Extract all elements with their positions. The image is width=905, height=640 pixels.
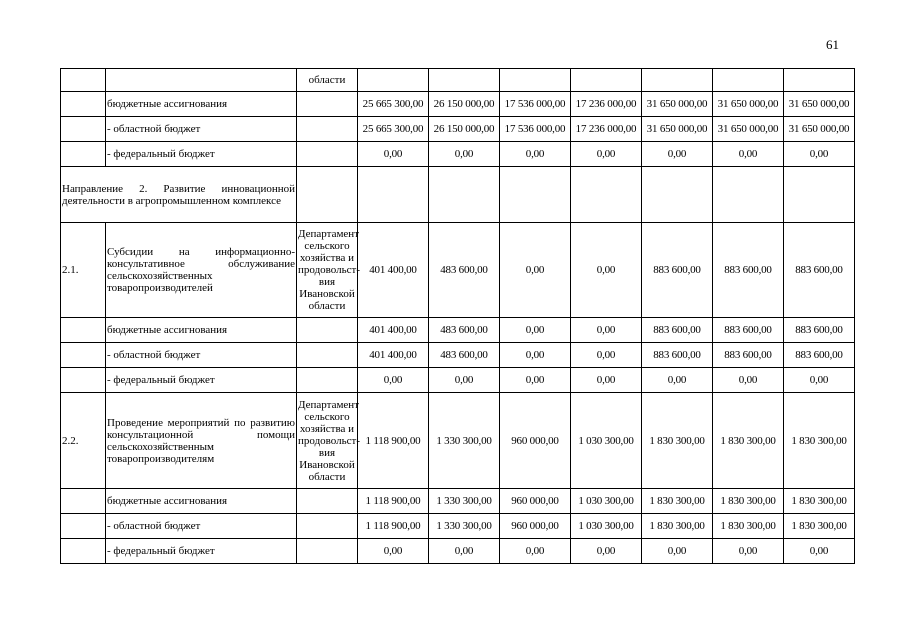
value-cell: 1 118 900,00 <box>358 514 429 539</box>
value-cell: 883 600,00 <box>642 223 713 318</box>
value-cell: 401 400,00 <box>358 318 429 343</box>
value-cell: 25 665 300,00 <box>358 92 429 117</box>
value-cell: 31 650 000,00 <box>713 117 784 142</box>
value-cell: 0,00 <box>500 539 571 564</box>
page-number: 61 <box>826 37 839 52</box>
row-label: бюджетные ассигнования <box>106 92 297 117</box>
item-code: 2.2. <box>61 393 106 489</box>
value-cell: 17 536 000,00 <box>500 92 571 117</box>
item-description: Субсидии на информационно-консультативное обслуживание сельскохозяйственных товаропроизводителей <box>106 223 297 318</box>
item-code: 2.1. <box>61 223 106 318</box>
value-cell: 883 600,00 <box>713 343 784 368</box>
value-cell: 401 400,00 <box>358 223 429 318</box>
table-row <box>61 393 855 489</box>
table-row <box>61 142 855 167</box>
table-row <box>61 539 855 564</box>
value-cell: 31 650 000,00 <box>784 92 855 117</box>
value-cell: 31 650 000,00 <box>642 92 713 117</box>
value-cell: 960 000,00 <box>500 489 571 514</box>
table-row <box>61 318 855 343</box>
value-cell: 1 830 300,00 <box>642 514 713 539</box>
value-cell: 0,00 <box>500 142 571 167</box>
table-row <box>61 167 855 223</box>
value-cell: 883 600,00 <box>642 318 713 343</box>
table-row <box>61 117 855 142</box>
value-cell: 401 400,00 <box>358 343 429 368</box>
value-cell: 0,00 <box>713 142 784 167</box>
value-cell: 0,00 <box>358 539 429 564</box>
value-cell: 1 330 300,00 <box>429 393 500 489</box>
value-cell: 1 030 300,00 <box>571 514 642 539</box>
value-cell: 0,00 <box>642 539 713 564</box>
value-cell: 17 536 000,00 <box>500 117 571 142</box>
value-cell: 0,00 <box>571 368 642 393</box>
value-cell: 1 118 900,00 <box>358 393 429 489</box>
value-cell: 26 150 000,00 <box>429 117 500 142</box>
value-cell: 0,00 <box>784 539 855 564</box>
table-row <box>61 514 855 539</box>
code-cell <box>61 69 106 92</box>
value-cell: 0,00 <box>429 368 500 393</box>
value-cell: 0,00 <box>713 368 784 393</box>
row-label: бюджетные ассигнования <box>106 489 297 514</box>
dept-cell: Департамент сельского хозяйства и продовольст-вия Ивановской области <box>297 223 358 318</box>
value-cell: 1 830 300,00 <box>784 489 855 514</box>
value-cell: 960 000,00 <box>500 393 571 489</box>
value-cell: 1 830 300,00 <box>713 393 784 489</box>
value-cell: 960 000,00 <box>500 514 571 539</box>
value-cell: 1 030 300,00 <box>571 393 642 489</box>
table-row <box>61 69 855 92</box>
value-cell: 0,00 <box>784 368 855 393</box>
item-description: Проведение мероприятий по развитию консультационной помощи сельскохозяйственным товаропроизводителям <box>106 393 297 489</box>
value-cell: 31 650 000,00 <box>784 117 855 142</box>
value-cell: 483 600,00 <box>429 223 500 318</box>
value-cell: 17 236 000,00 <box>571 117 642 142</box>
value-cell: 1 830 300,00 <box>642 393 713 489</box>
value-cell: 483 600,00 <box>429 343 500 368</box>
value-cell: 883 600,00 <box>784 318 855 343</box>
value-cell: 1 030 300,00 <box>571 489 642 514</box>
value-cell: 0,00 <box>642 368 713 393</box>
value-cell: 1 330 300,00 <box>429 514 500 539</box>
dept-cell: области <box>297 69 358 92</box>
value-cell: 17 236 000,00 <box>571 92 642 117</box>
value-cell: 0,00 <box>500 343 571 368</box>
value-cell: 0,00 <box>429 142 500 167</box>
row-label: бюджетные ассигнования <box>106 318 297 343</box>
value-cell: 883 600,00 <box>713 223 784 318</box>
value-cell: 1 830 300,00 <box>713 514 784 539</box>
value-cell: 0,00 <box>713 539 784 564</box>
value-cell: 0,00 <box>571 539 642 564</box>
direction-heading: Направление 2. Развитие инновационной деятельности в агропромышленном комплексе <box>61 167 297 223</box>
table-row <box>61 489 855 514</box>
row-label: - федеральный бюджет <box>106 539 297 564</box>
table-row <box>61 343 855 368</box>
budget-table <box>60 68 855 564</box>
value-cell: 0,00 <box>500 223 571 318</box>
row-label: - областной бюджет <box>106 514 297 539</box>
value-cell: 25 665 300,00 <box>358 117 429 142</box>
value-cell: 26 150 000,00 <box>429 92 500 117</box>
value-cell: 1 830 300,00 <box>713 489 784 514</box>
table-row <box>61 223 855 318</box>
value-cell: 883 600,00 <box>713 318 784 343</box>
value-cell: 0,00 <box>358 368 429 393</box>
value-cell: 0,00 <box>500 318 571 343</box>
value-cell: 0,00 <box>642 142 713 167</box>
value-cell: 483 600,00 <box>429 318 500 343</box>
dept-cell: Департамент сельского хозяйства и продовольст-вия Ивановской области <box>297 393 358 489</box>
value-cell: 0,00 <box>358 142 429 167</box>
table-row <box>61 92 855 117</box>
value-cell: 31 650 000,00 <box>642 117 713 142</box>
value-cell: 1 830 300,00 <box>784 393 855 489</box>
row-label: - областной бюджет <box>106 343 297 368</box>
value-cell: 0,00 <box>784 142 855 167</box>
row-label: - федеральный бюджет <box>106 368 297 393</box>
value-cell: 883 600,00 <box>784 223 855 318</box>
value-cell: 31 650 000,00 <box>713 92 784 117</box>
value-cell: 883 600,00 <box>784 343 855 368</box>
row-label: - областной бюджет <box>106 117 297 142</box>
value-cell: 0,00 <box>571 343 642 368</box>
value-cell: 0,00 <box>500 368 571 393</box>
value-cell: 0,00 <box>571 223 642 318</box>
value-cell: 883 600,00 <box>642 343 713 368</box>
value-cell: 1 830 300,00 <box>784 514 855 539</box>
value-cell: 1 830 300,00 <box>642 489 713 514</box>
value-cell: 0,00 <box>571 318 642 343</box>
row-label: - федеральный бюджет <box>106 142 297 167</box>
value-cell: 0,00 <box>429 539 500 564</box>
desc-cell <box>106 69 297 92</box>
value-cell: 1 330 300,00 <box>429 489 500 514</box>
value-cell: 0,00 <box>571 142 642 167</box>
value-cell: 1 118 900,00 <box>358 489 429 514</box>
table-row <box>61 368 855 393</box>
